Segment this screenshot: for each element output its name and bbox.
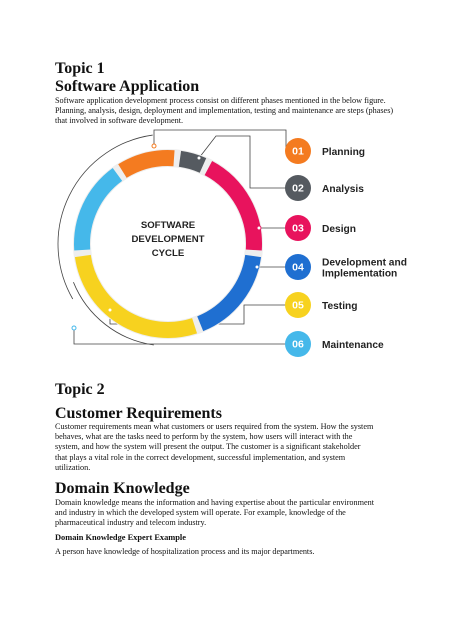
domain-title: Domain Knowledge (55, 480, 190, 497)
step-label-04: Implementation (322, 268, 398, 280)
topic1-line-1: Software application development process consist on different phases mentioned in the below figure. (55, 96, 386, 105)
step-label-02: Analysis (322, 184, 364, 195)
connector-dot-06 (72, 326, 76, 330)
connector-dot-04 (255, 265, 259, 269)
topic2-line-4: that plays a vital role in the correct development, successful implementation, and system (55, 452, 346, 462)
topic1-heading: Topic 1 (55, 60, 105, 77)
step-number-03: 03 (292, 222, 304, 235)
sdlc-figure (54, 124, 434, 368)
domain-line-1: Domain knowledge means the information and having expertise about the particular environment (55, 498, 374, 507)
center-line-1: SOFTWARE (140, 220, 196, 231)
connector-01 (154, 130, 286, 151)
domain-example-title: Domain Knowledge Expert Example (55, 533, 186, 542)
topic1-paragraph (55, 96, 425, 127)
topic2-paragraph (55, 422, 425, 473)
center-line-3: CYCLE (151, 248, 185, 259)
domain-line-3: pharmaceutical industry and telecom industry. (55, 518, 207, 528)
step-label-03: Design (322, 224, 356, 235)
connector-dot-01 (152, 144, 156, 148)
domain-paragraph (55, 498, 425, 529)
step-label-06: Maintenance (322, 340, 384, 351)
domain-example-text: A person have knowledge of hospitalization process and its major departments. (55, 547, 315, 556)
connector-dot-05 (108, 308, 112, 312)
sdlc-diagram (54, 124, 434, 368)
step-number-06: 06 (292, 338, 304, 351)
step-number-01: 01 (292, 145, 304, 158)
topic2-line-5: utilization. (55, 462, 91, 472)
connector-dot-03 (257, 226, 261, 230)
connector-dot-02 (197, 156, 201, 160)
topic2-line-3: system, and how the system will present the output. The customer is a significant stakeholder (55, 442, 361, 452)
step-number-02: 02 (292, 182, 304, 195)
step-list (285, 138, 407, 357)
step-label-04: Development and (322, 257, 407, 269)
step-label-01: Planning (322, 147, 366, 158)
topic1-line-2: Planning, analysis, design, deployment and implementation, testing and maintenance are steps (phases) (55, 106, 394, 116)
topic2-line-2: behaves, what are the tasks need to perform by the system, how users will interact with the (55, 432, 353, 442)
topic2-title: Customer Requirements (55, 405, 222, 422)
topic1-title: Software Application (55, 78, 200, 95)
step-number-05: 05 (292, 299, 304, 312)
domain-line-2: and industry in which the developed system will operate. For example, knowledge of the (55, 508, 346, 518)
center-line-2: DEVELOPMENT (131, 234, 205, 245)
step-label-05: Testing (322, 301, 358, 312)
topic2-line-1: Customer requirements mean what customers or users required from the system. How the system (55, 422, 374, 431)
topic1-line-3: that involved in software development. (55, 116, 184, 126)
step-number-04: 04 (292, 261, 304, 274)
cycle-center (98, 174, 238, 314)
topic2-heading: Topic 2 (55, 381, 105, 398)
